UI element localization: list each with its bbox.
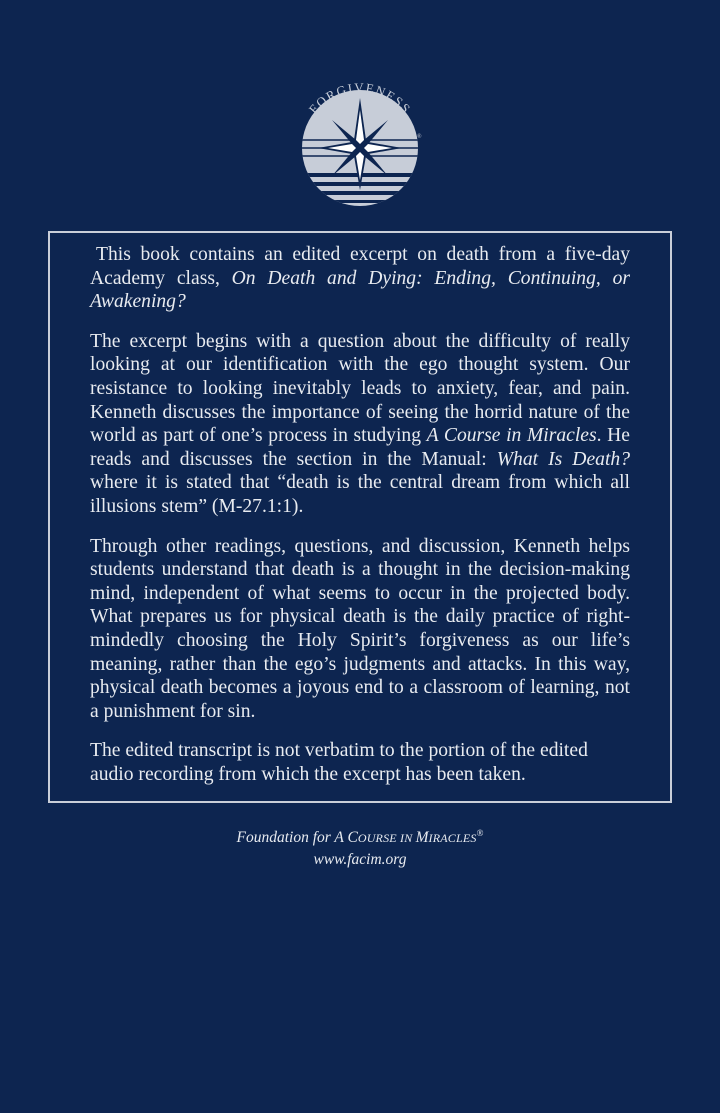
publisher-name: Foundation for A COURSE IN MIRACLES® xyxy=(236,828,484,847)
paragraph-2-text-c: . He reads and discusses the section in the Manual: xyxy=(90,425,630,470)
description-box xyxy=(48,231,672,803)
class-title: On Death and Dying: Ending, Continuing, or Awakening? xyxy=(90,267,630,313)
paragraph-1 xyxy=(90,243,630,314)
registered-mark: ® xyxy=(417,134,422,140)
paragraph-3: Through other readings, questions, and discussion, Kenneth helps students understand that death is a thought in the decision-making mind, independent of what seems to occur in the projected body. What prepares us for physical death is the daily practice of right-mindedly choosing the Holy Spirit’s forgiveness as our life’s meaning, rather than the ego’s judgments and attacks. In this way, physical death becomes a joyous end to a classroom of learning, not a punishment for sin. xyxy=(90,535,630,722)
paragraph-4: The edited transcript is not verbatim to the portion of the edited audio recording from which the excerpt has been taken. xyxy=(90,740,588,785)
course-title: A Course in Miracles xyxy=(426,425,597,447)
logo-arc-text: FORGIVENESS xyxy=(305,79,415,117)
paragraph-1-text: This book contains an edited excerpt on death from a five-day Academy class, xyxy=(90,244,630,289)
forgiveness-logo xyxy=(290,78,430,218)
publisher-footer xyxy=(0,823,720,870)
section-title: What Is Death? xyxy=(496,448,630,470)
website-link[interactable]: www.facim.org xyxy=(313,851,407,869)
paragraph-2-text-e: where it is stated that “death is the central dream from which all illusions stem” (M-27.1:1). xyxy=(90,472,630,517)
paragraph-2-text-a: The excerpt begins with a question about the difficulty of really looking at our identification with the ego thought system. Our resistance to looking inevitably leads to anxiety, fear, and pain. Kenneth discusses the importance of seeing the horrid nature of the world as part of one’s process in studying xyxy=(90,330,630,447)
paragraph-2 xyxy=(90,330,630,519)
